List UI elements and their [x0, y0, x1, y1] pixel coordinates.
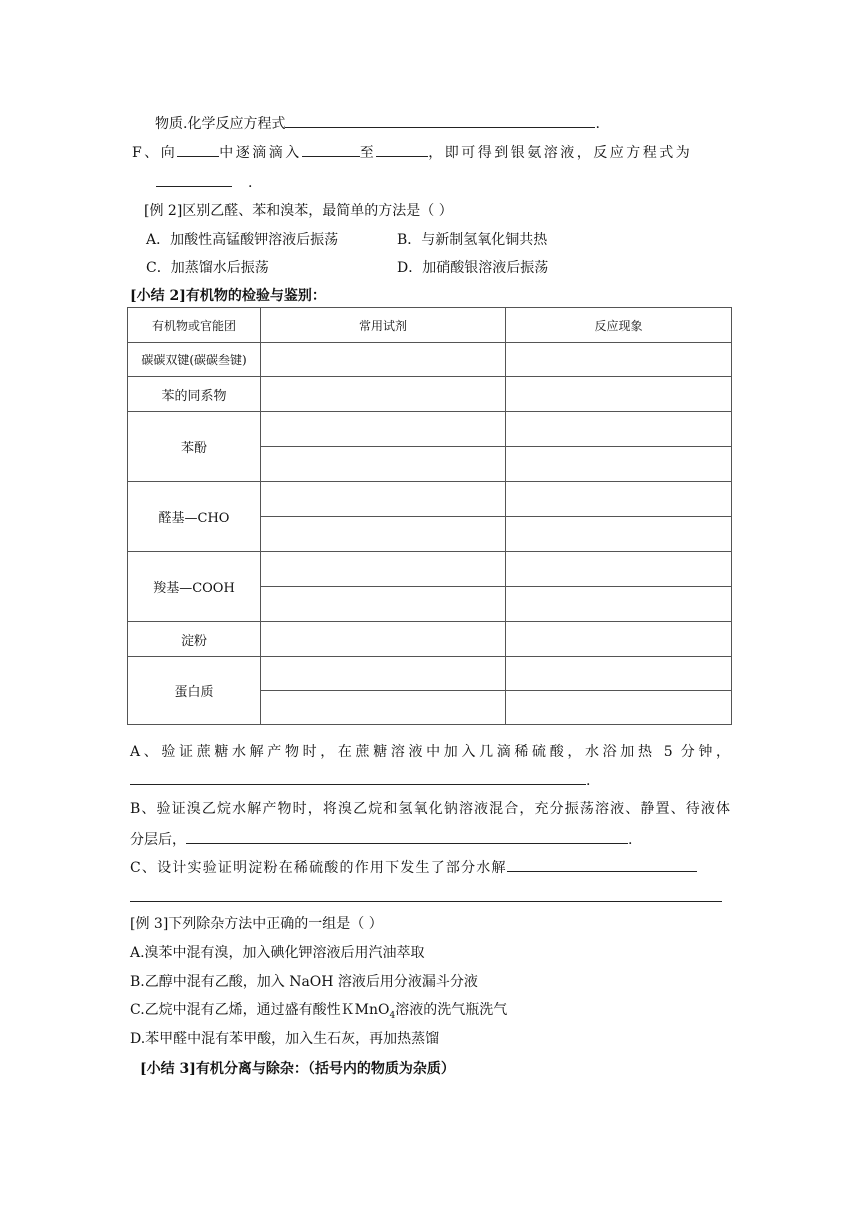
header-cell: 常用试剂 [261, 308, 506, 343]
reagent-cell[interactable] [261, 691, 506, 725]
row-label: 羧基—COOH [128, 552, 261, 622]
phenomenon-cell[interactable] [506, 657, 732, 691]
phenomenon-cell[interactable] [506, 343, 732, 377]
phenomenon-cell[interactable] [506, 412, 732, 447]
answer-line[interactable] [130, 901, 722, 902]
reagent-cell[interactable] [261, 482, 506, 517]
row-label: 苯的同系物 [128, 377, 261, 412]
row-label: 淀粉 [128, 622, 261, 657]
phenomenon-cell[interactable] [506, 377, 732, 412]
answer-blank[interactable] [130, 770, 586, 785]
header-cell: 反应现象 [506, 308, 732, 343]
item-F [132, 142, 692, 163]
table-row [128, 552, 732, 587]
line-substance-equation [155, 113, 600, 134]
summary2-title: [小结 2]有机物的检验与鉴别： [130, 288, 326, 304]
item-B-cont [130, 829, 632, 850]
example3-option-C [130, 1000, 507, 1026]
example2-question: [例 2]区别乙醛、苯和溴苯，最简单的方法是（ ） [144, 203, 453, 219]
C-post: 溶液的洗气瓶洗气 [395, 1002, 508, 1018]
phenomenon-cell[interactable] [506, 691, 732, 725]
C-pre: C.乙烷中混有乙烯，通过盛有酸性ＫMnO [130, 1002, 390, 1018]
header-cell: 有机物或官能团 [128, 308, 261, 343]
table-row [128, 412, 732, 447]
reagent-cell[interactable] [261, 517, 506, 552]
item-A-cont [130, 770, 590, 791]
F-prefix: F、向 [132, 145, 178, 161]
detection-table [127, 307, 732, 725]
row-label: 醛基—CHO [128, 482, 261, 552]
answer-blank[interactable] [177, 142, 219, 157]
table-row [128, 343, 732, 377]
F-mid1: 中逐滴滴入 [219, 145, 302, 161]
table-row [128, 482, 732, 517]
example2-option-D: D．加硝酸银溶液后振荡 [397, 260, 549, 276]
line1-end: . [595, 116, 600, 132]
F-mid2: 至 [359, 145, 377, 161]
table-header-row [128, 308, 732, 343]
reagent-cell[interactable] [261, 377, 506, 412]
example3-option-D: D.苯甲醛中混有苯甲酸，加入生石灰，再加热蒸馏 [130, 1031, 440, 1047]
row-label: 碳碳双键(碳碳叁键) [128, 343, 261, 377]
phenomenon-cell[interactable] [506, 447, 732, 482]
row-label: 苯酚 [128, 412, 261, 482]
example2-option-C: C．加蒸馏水后振荡 [146, 260, 269, 276]
reagent-cell[interactable] [261, 447, 506, 482]
example2-option-B: B．与新制氢氧化铜共热 [397, 232, 548, 248]
row-label: 蛋白质 [128, 657, 261, 725]
reagent-cell[interactable] [261, 343, 506, 377]
table-row [128, 377, 732, 412]
answer-blank[interactable] [507, 857, 697, 872]
item-B: B、验证溴乙烷水解产物时，将溴乙烷和氢氧化钠溶液混合，充分振荡溶液、静置、待液体 [130, 801, 730, 817]
table-row [128, 657, 732, 691]
phenomenon-cell[interactable] [506, 517, 732, 552]
phenomenon-cell[interactable] [506, 587, 732, 622]
C-sub: 4 [389, 1010, 396, 1021]
table-row [128, 622, 732, 657]
item-A: A、验证蔗糖水解产物时，在蔗糖溶液中加入几滴稀硫酸，水浴加热 5 分钟， [130, 744, 730, 760]
answer-blank[interactable] [156, 172, 232, 187]
C-text: C、设计实验证明淀粉在稀硫酸的作用下发生了部分水解 [130, 860, 507, 876]
answer-blank[interactable] [285, 113, 595, 128]
F-end: . [248, 175, 253, 191]
phenomenon-cell[interactable] [506, 552, 732, 587]
A-end: . [586, 773, 591, 789]
example3-question: [例 3]下列除杂方法中正确的一组是（ ） [130, 916, 383, 932]
answer-blank[interactable] [376, 142, 428, 157]
example3-option-A: A.溴苯中混有溴，加入碘化钾溶液后用汽油萃取 [130, 945, 425, 961]
reagent-cell[interactable] [261, 552, 506, 587]
example3-option-B: B.乙醇中混有乙酸，加入 NaOH 溶液后用分液漏斗分液 [130, 974, 478, 990]
line1-text: 物质.化学反应方程式 [155, 116, 286, 132]
B-text2: 分层后， [130, 832, 186, 848]
reagent-cell[interactable] [261, 587, 506, 622]
answer-blank[interactable] [186, 829, 628, 844]
reagent-cell[interactable] [261, 412, 506, 447]
item-F-cont [156, 172, 252, 193]
answer-blank[interactable] [302, 142, 360, 157]
F-tail: ，即可得到银氨溶液，反应方程式为 [428, 145, 693, 161]
phenomenon-cell[interactable] [506, 482, 732, 517]
phenomenon-cell[interactable] [506, 622, 732, 657]
example2-option-A: A．加酸性高锰酸钾溶液后振荡 [146, 232, 339, 248]
item-C [130, 857, 697, 878]
B-end: . [628, 832, 633, 848]
reagent-cell[interactable] [261, 657, 506, 691]
reagent-cell[interactable] [261, 622, 506, 657]
summary3-title: [小结 3]有机分离与除杂：（括号内的物质为杂质） [140, 1061, 455, 1077]
